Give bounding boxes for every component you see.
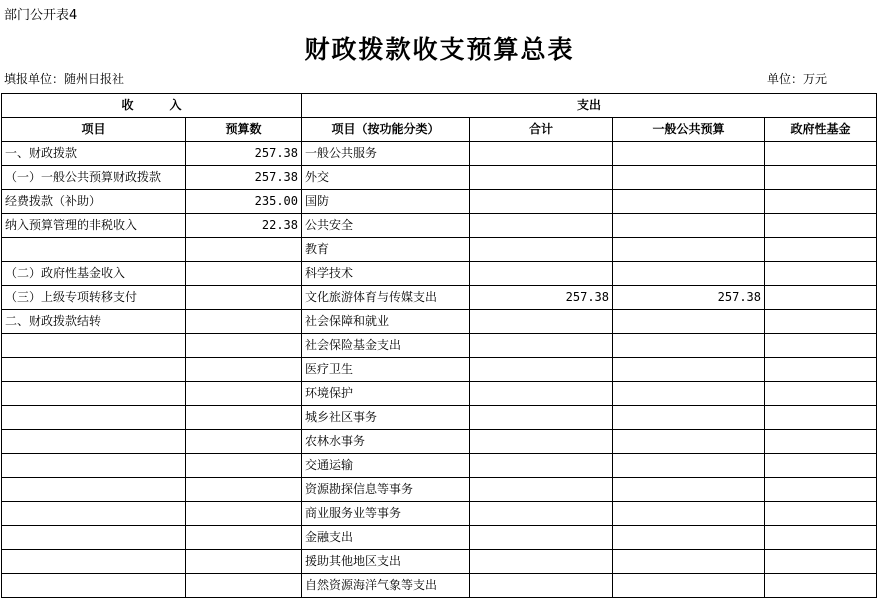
income-item-cell — [2, 358, 186, 382]
income-value-cell — [186, 382, 302, 406]
income-value-cell: 235.00 — [186, 190, 302, 214]
col-item-header: 项目 — [2, 118, 186, 142]
general-budget-cell — [613, 262, 765, 286]
budget-table — [1, 93, 877, 598]
total-cell — [470, 262, 613, 286]
income-item-cell — [2, 550, 186, 574]
expense-header: 支出 — [302, 94, 877, 118]
col-budget-header: 预算数 — [186, 118, 302, 142]
fund-cell — [765, 478, 877, 502]
income-item-cell — [2, 406, 186, 430]
total-cell — [470, 574, 613, 598]
expense-item-cell: 教育 — [302, 238, 470, 262]
col-general-header: 一般公共预算 — [613, 118, 765, 142]
total-cell — [470, 550, 613, 574]
expense-item-cell: 文化旅游体育与传媒支出 — [302, 286, 470, 310]
expense-item-cell: 环境保护 — [302, 382, 470, 406]
income-value-cell: 257.38 — [186, 142, 302, 166]
expense-item-cell: 交通运输 — [302, 454, 470, 478]
table-row — [2, 166, 877, 190]
expense-item-cell: 公共安全 — [302, 214, 470, 238]
table-row — [2, 382, 877, 406]
fund-cell — [765, 502, 877, 526]
general-budget-cell — [613, 550, 765, 574]
table-row — [2, 574, 877, 598]
income-value-cell — [186, 310, 302, 334]
general-budget-cell — [613, 574, 765, 598]
income-value-cell: 22.38 — [186, 214, 302, 238]
income-value-cell — [186, 238, 302, 262]
fund-cell — [765, 454, 877, 478]
total-cell — [470, 334, 613, 358]
expense-item-cell: 社会保障和就业 — [302, 310, 470, 334]
fund-cell — [765, 286, 877, 310]
table-row — [2, 430, 877, 454]
general-budget-cell — [613, 190, 765, 214]
fund-cell — [765, 550, 877, 574]
total-cell — [470, 142, 613, 166]
total-cell — [470, 310, 613, 334]
table-row — [2, 262, 877, 286]
fund-cell — [765, 406, 877, 430]
income-value-cell — [186, 406, 302, 430]
filling-unit: 填报单位：随州日报社 — [4, 72, 125, 86]
income-item-cell: 经费拨款（补助） — [2, 190, 186, 214]
general-budget-cell — [613, 358, 765, 382]
currency-unit: 单位：万元 — [767, 72, 828, 86]
table-row — [2, 190, 877, 214]
general-budget-cell — [613, 478, 765, 502]
income-item-cell — [2, 238, 186, 262]
table-row — [2, 286, 877, 310]
col-total-header: 合计 — [470, 118, 613, 142]
total-cell — [470, 454, 613, 478]
col-fund-header: 政府性基金 — [765, 118, 877, 142]
income-item-cell: （一）一般公共预算财政拨款 — [2, 166, 186, 190]
fund-cell — [765, 334, 877, 358]
total-cell — [470, 526, 613, 550]
income-value-cell — [186, 478, 302, 502]
expense-item-cell: 一般公共服务 — [302, 142, 470, 166]
income-value-cell — [186, 454, 302, 478]
general-budget-cell — [613, 166, 765, 190]
expense-item-cell: 医疗卫生 — [302, 358, 470, 382]
general-budget-cell — [613, 214, 765, 238]
table-row — [2, 334, 877, 358]
expense-item-cell: 农林水事务 — [302, 430, 470, 454]
table-row — [2, 358, 877, 382]
total-cell — [470, 190, 613, 214]
fund-cell — [765, 526, 877, 550]
fund-cell — [765, 430, 877, 454]
total-cell — [470, 406, 613, 430]
income-value-cell — [186, 286, 302, 310]
income-item-cell — [2, 526, 186, 550]
fund-cell — [765, 358, 877, 382]
income-item-cell: （二）政府性基金收入 — [2, 262, 186, 286]
income-value-cell — [186, 550, 302, 574]
income-item-cell — [2, 430, 186, 454]
table-row — [2, 238, 877, 262]
table-row — [2, 502, 877, 526]
fund-cell — [765, 190, 877, 214]
fund-cell — [765, 166, 877, 190]
general-budget-cell: 257.38 — [613, 286, 765, 310]
general-budget-cell — [613, 406, 765, 430]
fund-cell — [765, 214, 877, 238]
income-item-cell — [2, 574, 186, 598]
expense-item-cell: 科学技术 — [302, 262, 470, 286]
income-item-cell — [2, 382, 186, 406]
income-value-cell — [186, 334, 302, 358]
total-cell — [470, 502, 613, 526]
col-func-header: 项目（按功能分类） — [302, 118, 470, 142]
expense-item-cell: 自然资源海洋气象等支出 — [302, 574, 470, 598]
income-item-cell: 纳入预算管理的非税收入 — [2, 214, 186, 238]
page-title: 财政拨款收支预算总表 — [304, 35, 575, 64]
expense-item-cell: 社会保险基金支出 — [302, 334, 470, 358]
general-budget-cell — [613, 526, 765, 550]
general-budget-cell — [613, 238, 765, 262]
fund-cell — [765, 382, 877, 406]
general-budget-cell — [613, 310, 765, 334]
fund-cell — [765, 238, 877, 262]
total-cell — [470, 214, 613, 238]
total-cell — [470, 382, 613, 406]
fund-cell — [765, 142, 877, 166]
income-item-cell: （三）上级专项转移支付 — [2, 286, 186, 310]
table-row — [2, 550, 877, 574]
fund-cell — [765, 574, 877, 598]
general-budget-cell — [613, 502, 765, 526]
expense-item-cell: 外交 — [302, 166, 470, 190]
income-value-cell — [186, 358, 302, 382]
table-row — [2, 214, 877, 238]
table-row — [2, 526, 877, 550]
total-cell — [470, 238, 613, 262]
fund-cell — [765, 262, 877, 286]
income-item-cell: 一、财政拨款 — [2, 142, 186, 166]
income-value-cell — [186, 526, 302, 550]
income-value-cell — [186, 574, 302, 598]
income-value-cell — [186, 502, 302, 526]
general-budget-cell — [613, 454, 765, 478]
expense-item-cell: 资源勘探信息等事务 — [302, 478, 470, 502]
expense-item-cell: 金融支出 — [302, 526, 470, 550]
total-cell: 257.38 — [470, 286, 613, 310]
fund-cell — [765, 310, 877, 334]
expense-item-cell: 援助其他地区支出 — [302, 550, 470, 574]
expense-item-cell: 商业服务业等事务 — [302, 502, 470, 526]
general-budget-cell — [613, 334, 765, 358]
expense-item-cell: 城乡社区事务 — [302, 406, 470, 430]
total-cell — [470, 358, 613, 382]
total-cell — [470, 478, 613, 502]
income-item-cell — [2, 334, 186, 358]
general-budget-cell — [613, 430, 765, 454]
table-row — [2, 478, 877, 502]
income-item-cell — [2, 502, 186, 526]
total-cell — [470, 166, 613, 190]
income-item-cell — [2, 454, 186, 478]
table-row — [2, 142, 877, 166]
table-row — [2, 310, 877, 334]
sheet-label: 部门公开表4 — [4, 8, 78, 23]
header-row-columns — [2, 118, 877, 142]
income-value-cell — [186, 262, 302, 286]
total-cell — [470, 430, 613, 454]
table-row — [2, 454, 877, 478]
income-header: 收 入 — [2, 94, 302, 118]
income-value-cell: 257.38 — [186, 166, 302, 190]
general-budget-cell — [613, 142, 765, 166]
expense-item-cell: 国防 — [302, 190, 470, 214]
table-row — [2, 406, 877, 430]
header-row-groups — [2, 94, 877, 118]
income-item-cell: 二、财政拨款结转 — [2, 310, 186, 334]
general-budget-cell — [613, 382, 765, 406]
income-item-cell — [2, 478, 186, 502]
income-value-cell — [186, 430, 302, 454]
